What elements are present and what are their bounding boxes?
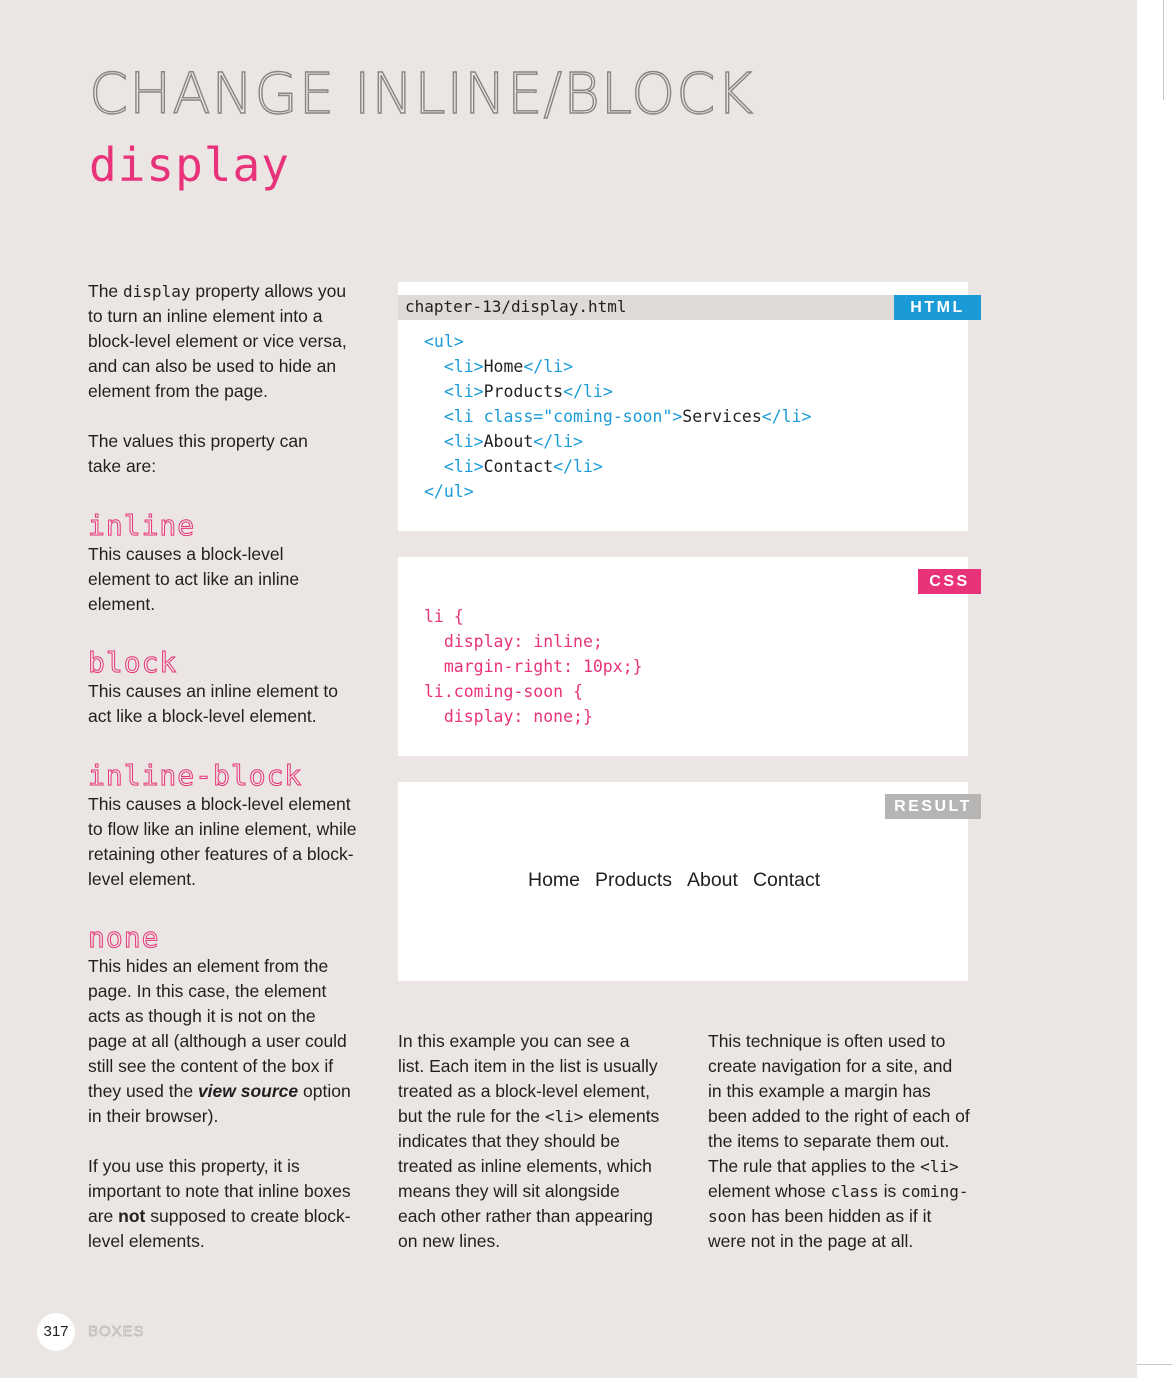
term-inline-desc: This causes a block-level element to act like an inline element.: [88, 544, 300, 614]
term-inline-block: inline-block: [88, 759, 303, 792]
note-paragraph: [88, 1154, 358, 1254]
page-subtitle: display: [89, 138, 290, 192]
col2-coming-soon-code: coming-soon: [708, 1182, 969, 1226]
values-intro: The values this property can take are:: [88, 431, 308, 476]
note-strong: not: [118, 1206, 146, 1226]
html-code-token: Products: [483, 382, 564, 401]
col2-class-code: class: [830, 1182, 879, 1201]
col2-li-code: <li>: [920, 1157, 959, 1176]
term-none-desc-end: option in their browser).: [88, 1081, 351, 1126]
result-nav-item-home: Home: [528, 869, 581, 891]
html-label: HTML: [894, 295, 981, 320]
page-edge-bottom-line: [1137, 1364, 1172, 1365]
html-code-token: <ul>: [424, 332, 464, 351]
html-code-line: [424, 479, 811, 504]
css-code-block: [424, 604, 643, 729]
css-code-line: display: inline;: [424, 632, 603, 651]
result-nav-item-contact: Contact: [752, 869, 821, 891]
result-label: RESULT: [885, 794, 981, 819]
page-title: CHANGE INLINE/BLOCK: [89, 62, 755, 127]
term-none-desc-start: This hides an element from the page. In this case, the element acts as though it is not on the page at all (although a user could still see the content of the box if they used the: [88, 956, 347, 1101]
term-none-desc: [88, 954, 356, 1129]
html-code-token: Home: [483, 357, 524, 376]
html-code-token: Contact: [483, 457, 554, 476]
note-text-end: supposed to create block-level elements.: [88, 1206, 351, 1251]
explanation-column-1: [398, 1029, 660, 1254]
css-code-line: li.coming-soon {: [424, 682, 583, 701]
html-code-token: Services: [682, 407, 762, 426]
html-code-token: </li>: [533, 432, 583, 451]
html-code-token: <li>: [443, 432, 484, 451]
css-label: CSS: [918, 569, 981, 594]
css-code-line: li {: [424, 607, 464, 626]
col2-text-mid1: element whose: [708, 1181, 831, 1201]
intro-code: display: [123, 282, 191, 301]
html-code-token: <li>: [443, 382, 484, 401]
term-block-desc: This causes an inline element to act like a block-level element.: [88, 681, 338, 726]
html-code-token: About: [483, 432, 534, 451]
explanation-column-2: [708, 1029, 970, 1254]
col2-text-end: has been hidden as if it were not in the page at all.: [708, 1206, 932, 1251]
term-inline: inline: [88, 509, 196, 542]
intro-paragraph: [88, 279, 358, 404]
html-code-line: [424, 354, 811, 379]
page-edge: [1137, 0, 1172, 1378]
result-nav-item-about: About: [686, 869, 738, 891]
section-name: BOXES: [88, 1323, 145, 1340]
html-code-line: [424, 329, 811, 354]
col2-text-mid2: is: [878, 1181, 902, 1201]
css-code-line: display: none;}: [424, 707, 593, 726]
css-code-line: margin-right: 10px;}: [424, 657, 643, 676]
html-code-token: <li class="coming-soon">: [443, 407, 683, 426]
term-none: none: [88, 921, 160, 954]
term-inline-block-desc: This causes a block-level element to flow like an inline element, while retaining other features of a block-level element.: [88, 794, 357, 889]
html-code-token: </ul>: [424, 482, 474, 501]
intro-text-start: The: [88, 281, 124, 301]
html-code-token: </li>: [523, 357, 574, 376]
html-code-token: <li>: [443, 357, 484, 376]
intro-text-end: property allows you to turn an inline element into a block-level element or vice versa, and can also be used to hide an element from the page.: [88, 281, 347, 401]
col1-li-code: <li>: [544, 1107, 584, 1126]
html-code-token: </li>: [761, 407, 812, 426]
view-source-emphasis: view source: [197, 1081, 299, 1101]
html-code-token: </li>: [553, 457, 603, 476]
html-code-line: [424, 379, 811, 404]
note-text-start: If you use this property, it is important to note that inline boxes are: [88, 1156, 351, 1226]
html-code-line: [424, 429, 811, 454]
html-code-line: [424, 404, 811, 429]
result-nav-list: [528, 869, 835, 892]
result-nav-item-products: Products: [595, 869, 672, 891]
page-edge-line: [1163, 0, 1164, 100]
col1-text-start: In this example you can see a list. Each item in the list is usually treated as a block-level element, but the rule for the: [398, 1031, 658, 1126]
col2-text-start: This technique is often used to create navigation for a site, and in this example a margin has been added to the right of each of the items to separate them out. The rule that applies to the: [708, 1031, 970, 1176]
html-code-token: </li>: [563, 382, 613, 401]
html-code-block: [424, 329, 811, 504]
file-name: chapter-13/display.html: [405, 297, 627, 316]
col1-text-end: elements indicates that they should be treated as inline elements, which means they will sit alongside each other rather than appearing on new lines.: [398, 1106, 660, 1251]
page-number: 317: [37, 1313, 75, 1351]
html-code-line: [424, 454, 811, 479]
html-code-token: <li>: [443, 457, 484, 476]
term-block: block: [88, 646, 178, 679]
